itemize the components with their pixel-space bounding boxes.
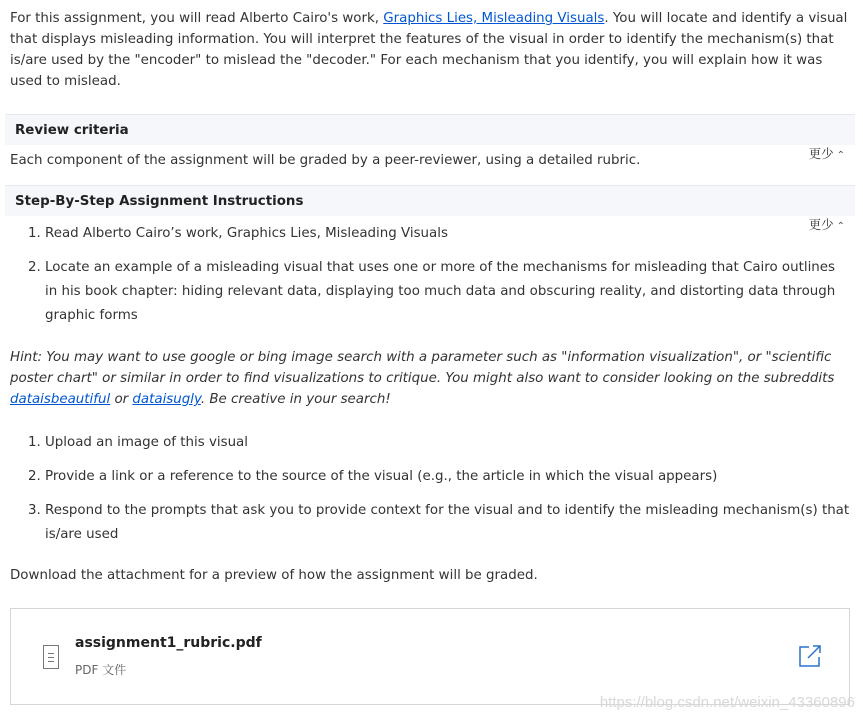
hint-part: Hint: You may want to use google or bing image search with a parameter such as "information visualization", or "scientific poster chart" or similar in order to find visualizations to critique. You might also want to consider looking on the subreddits [10,350,835,386]
list-item: 2. Locate an example of a misleading visual that uses one or more of the mechanisms for misleading that Cairo outlines in his book chapter: hiding relevant data, displaying too much data and obscuring reality, and distorting data through graphic forms [45,256,850,328]
toggle-label: 更少 [808,146,834,161]
hint-part: or [110,392,133,407]
attachment-type: PDF 文件 [75,663,127,677]
review-toggle-button[interactable] [809,144,845,162]
review-criteria-text: Each component of the assignment will be graded by a peer-reviewer, using a detailed rubric. [10,153,641,168]
dataisugly-link[interactable]: dataisugly [132,392,201,407]
chevron-up-icon: ⌃ [836,221,845,232]
intro-text-part: For this assignment, you will read Alberto Cairo's work, [10,11,384,26]
external-link-icon[interactable] [799,645,821,667]
cairo-link[interactable]: Graphics Lies, Misleading Visuals [383,11,605,26]
chevron-up-icon: ⌃ [836,150,845,161]
instructions-list-2 [0,431,850,557]
intro-text-part: . You will locate and identify a visual that displays misleading information. You will interpret the features of the visual in order to identify the mechanism(s) that is/are used by the "encoder" to mislead the "decoder." For each mechanism that you identify, you will explain how it was used to mislead. [10,11,848,89]
hint-part: . Be creative in your search! [200,392,391,407]
list-item: 1. Upload an image of this visual [45,431,850,455]
intro-text [10,8,855,92]
list-item: 3. Respond to the prompts that ask you to provide context for the visual and to identify the misleading mechanism(s) that is/are used [45,499,850,547]
hint-text [10,347,855,410]
list-item: 1. Read Alberto Cairo’s work, Graphics Lies, Misleading Visuals [45,222,850,246]
toggle-label: 更少 [808,217,834,232]
dataisbeautiful-link[interactable]: dataisbeautiful [10,392,111,407]
watermark: https://blog.csdn.net/weixin_43360896 [599,694,855,711]
attachment-card[interactable] [10,608,850,705]
instructions-header: Step-By-Step Assignment Instructions [5,185,855,216]
instructions-list [0,222,850,338]
list-item: 2. Provide a link or a reference to the source of the visual (e.g., the article in which the visual appears) [45,465,850,489]
review-criteria-header: Review criteria [5,114,855,145]
file-icon [43,645,59,669]
attachment-name[interactable]: assignment1_rubric.pdf [75,635,262,651]
download-text: Download the attachment for a preview of how the assignment will be graded. [10,568,538,583]
